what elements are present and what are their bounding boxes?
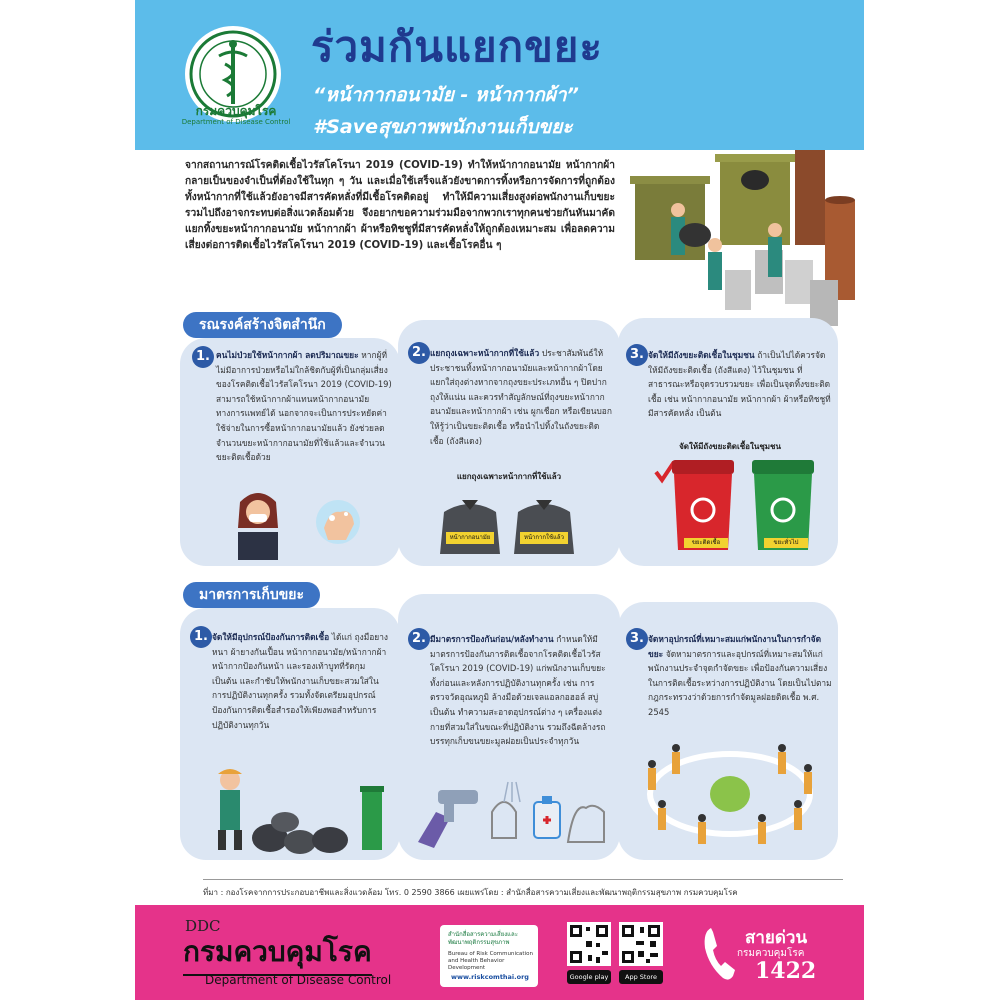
- intro-paragraph: จากสถานการณ์โรคติดเชื้อไวรัสโคโรนา 2019 (COVID-19) ทำให้หน้ากากอนามัย หน้ากากผ้า กลายเป็นของจำเป็นที่ต้องใช้ในทุก ๆ วัน และเมื่อใช้เสร็จแล้วยังขาดการทิ้งหรือการจัดการที่ถูกต้อง ทั้งหน้ากากที่ใช้แล้วยังอาจมีสารคัดหลั่งที่มีเชื้อโรคติดอยู่ ทำให้มีความเสี่ยงสูงต่อพนักงานเก็บขยะ รวมไปถึงอาจกระทบต่อสิ่งแวดล้อมด้วย จึงอยากขอความร่วมมือจากพวกเราทุกคนช่วยกันหันมาคัดแยกทิ้งขยะหน้ากากอนามัย หน้ากากผ้า ผ้าหรือทิชชูที่มีสารคัดหลั่งให้ถูกต้องเหมาะสม เพื่อลดความเสี่ยงต่อการติดเชื้อไวรัสโคโรนา 2019 (COVID-19) และเชื้อโรคอื่น ๆ: [185, 160, 615, 251]
- card-text: [430, 632, 612, 749]
- card-heading: คนไม่ป่วยใช้หน้ากากผ้า ลดปริมาณขยะ: [216, 350, 359, 360]
- card-heading: จัดให้มีถังขยะติดเชื้อในชุมชน: [648, 350, 755, 360]
- card-text: [648, 348, 832, 421]
- card-heading: มีมาตรการป้องกันก่อน/หลังทำงาน: [430, 634, 554, 644]
- card-number: 2.: [408, 628, 430, 650]
- bag-label-used: หน้ากากใช้แล้ว: [520, 532, 568, 544]
- card-text: [430, 346, 612, 448]
- hotline-label: สายด่วน: [745, 928, 808, 948]
- card-body: ประชาสัมพันธ์ให้ประชาชนทิ้งหน้ากากอนามัยและหน้ากากผ้าโดยแยกใส่ถุงต่างหากจากถุงขยะประเภทอื่น ๆ ปิดปากถุงให้แน่น และควรทำสัญลักษณ์ที่ถุงขยะหน้ากากอนามัยและหน้ากากผ้า เช่น ผูกเชือก หรือเขียนบอกให้รู้ว่าเป็นขยะติดเชื้อ หรือนำไปทิ้งในถังขยะติดเชื้อ (ถังสีแดง): [430, 348, 612, 446]
- logo-subtitle: Department of Disease Control: [181, 118, 291, 126]
- section-awareness-label: รณรงค์สร้างจิตสำนึก: [183, 312, 342, 338]
- qr-code-ios[interactable]: [619, 922, 663, 966]
- card-heading: จัดหาอุปกรณ์ที่เหมาะสมแก่พนักงานในการกำจัดขยะ: [648, 634, 822, 659]
- collection-card-3: [618, 602, 838, 860]
- card-body: จัดหามาตรการและอุปกรณ์ที่เหมาะสมให้แก่พนักงานประจำจุดกำจัดขยะ เพื่อป้องกันความเสี่ยงในการติดเชื้อระหว่างการปฏิบัติงาน โดยเป็นไปตามกฎกระทรวงว่าด้วยการกำจัดมูลฝอยติดเชื้อ พ.ศ. 2545: [648, 648, 832, 717]
- risk-bureau-thai: สำนักสื่อสารความเสี่ยงและพัฒนาพฤติกรรมสุขภาพ: [448, 931, 518, 946]
- bin-label-general: ขยะทั่วไป: [764, 538, 808, 548]
- risk-website: www.riskcomthai.org: [451, 973, 529, 981]
- awareness-card-1: [180, 338, 400, 566]
- app-store-badge[interactable]: App Store: [619, 970, 663, 984]
- card-heading: แยกถุงเฉพาะหน้ากากที่ใช้แล้ว: [430, 348, 540, 358]
- qr-code-android[interactable]: [567, 922, 611, 966]
- risk-bureau-logo: [440, 925, 538, 987]
- card-text: [212, 630, 392, 732]
- card-number: 3.: [626, 344, 648, 366]
- hotline-org: กรมควบคุมโรค: [737, 948, 805, 959]
- subtitle-masks: “หน้ากากอนามัย - หน้ากากผ้า”: [313, 84, 579, 106]
- phone-icon: [703, 924, 737, 982]
- card-number: 3.: [626, 628, 648, 650]
- card-number: 2.: [408, 342, 430, 364]
- google-play-badge[interactable]: Google play: [567, 970, 611, 984]
- hygiene-measures-illustration: [408, 772, 612, 852]
- footer-source: ที่มา : กองโรคจากการประกอบอาชีพและสิ่งแวดล้อม โทร. 0 2590 3866 เผยแพร่โดย : สำนักสื่อสารความเสี่ยงและพัฒนาพฤติกรรมสุขภาพ กรมควบคุมโรค: [203, 888, 738, 897]
- section-collection-label: มาตรการเก็บขยะ: [183, 582, 320, 608]
- card-body: กำหนดให้มีมาตรการป้องกันการติดเชื้อจากโรคติดเชื้อไวรัสโคโรนา 2019 (COVID-19) แก่พนักงานเก็บขยะทั้งก่อนและหลังการปฏิบัติงานทุกครั้ง เช่น การตรวจวัดอุณหภูมิ ล้างมือด้วยเจลแอลกอฮอล์ สบู่ เป็นต้น ทำความสะอาดอุปกรณ์ต่าง ๆ เครื่องแต่งกายที่สวมใส่ในขณะที่ปฏิบัติงาน รวมถึงฉีดล้างรถบรรทุกเก็บขนขยะมูลฝอยเป็นประจำทุกวัน: [430, 634, 606, 747]
- hotline-number[interactable]: 1422: [755, 958, 817, 984]
- awareness-card-3: [618, 318, 838, 566]
- card-body: ถ้าเป็นไปได้ควรจัดให้มีถังขยะติดเชื้อ (ถังสีแดง) ไว้ในชุมชน ที่สาธารณะหรือจุดรวบรวมขยะ เพื่อเป็นจุดทิ้งขยะติดเชื้อ เช่น หน้ากากอนามัย หน้ากากผ้า ผ้าหรือทิชชูที่มีสารคัดหลั่ง เป็นต้น: [648, 350, 831, 419]
- card-heading: จัดให้มีอุปกรณ์ป้องกันการติดเชื้อ: [212, 632, 330, 642]
- bins-caption: จัดให้มีถังขยะติดเชื้อในชุมชน: [679, 442, 781, 451]
- garbage-bags-illustration: [440, 492, 580, 558]
- ddc-english: Department of Disease Control: [205, 973, 392, 987]
- ddc-name: กรมควบคุมโรค: [183, 930, 372, 976]
- page-title: ร่วมกันแยกขยะ: [311, 22, 603, 71]
- header-banner: [135, 0, 864, 150]
- disposal-workers-illustration: [628, 738, 832, 850]
- awareness-card-2: [398, 320, 620, 566]
- card-body: ได้แก่ ถุงมือยางหนา ผ้ายางกันเปื้อน หน้ากากอนามัย/หน้ากากผ้า หน้ากากป้องกันหน้า และรองเท้าบูทที่รัดกุม เป็นต้น และกำชับให้พนักงานเก็บขยะสวมใส่ในการปฏิบัติงานทุกครั้ง รวมทั้งจัดเตรียมอุปกรณ์ป้องกันการติดเชื้อสำรองให้เพียงพอสำหรับการปฏิบัติงานทุกวัน: [212, 632, 388, 730]
- logo-name: กรมควบคุมโรค: [195, 104, 277, 118]
- collection-card-2: [398, 594, 620, 860]
- collection-card-1: [180, 608, 400, 860]
- card-text: [216, 348, 392, 465]
- card-number: 1.: [190, 626, 212, 648]
- card-number: 1.: [192, 346, 214, 368]
- protective-worker-illustration: [190, 760, 390, 856]
- card-body: หากผู้ที่ไม่มีอาการป่วยหรือไม่ใกล้ชิดกับผู้ที่เป็นกลุ่มเสี่ยงของโรคติดเชื้อไวรัสโคโรนา 2019 (COVID-19) สามารถใช้หน้ากากผ้าแทนหน้ากากอนามัยทางการแพทย์ได้ นอกจากจะเป็นการประหยัดค่าใช้จ่ายในการซื้อหน้ากากอนามัยแล้ว ยังช่วยลดจำนวนขยะหน้ากากอนามัยที่ใช้แล้วและจำนวนขยะติดเชื้อด้วย: [216, 350, 392, 463]
- poster: [135, 0, 864, 1000]
- ddc-abbrev: DDC: [185, 917, 221, 935]
- waste-workers-illustration: [615, 140, 864, 330]
- footer-divider: [203, 879, 843, 880]
- mask-wearing-illustration: [220, 488, 390, 560]
- bag-label-mask: หน้ากากอนามัย: [446, 532, 494, 544]
- bin-label-infectious: ขยะติดเชื้อ: [684, 538, 728, 548]
- risk-bureau-english: Bureau of Risk Communication and Health Behavior Development: [448, 951, 533, 971]
- subtitle-hashtag: #Saveสุขภาพพนักงานเก็บขยะ: [313, 116, 573, 138]
- card-text: [648, 632, 832, 720]
- bags-caption: แยกถุงเฉพาะหน้ากากที่ใช้แล้ว: [456, 472, 562, 481]
